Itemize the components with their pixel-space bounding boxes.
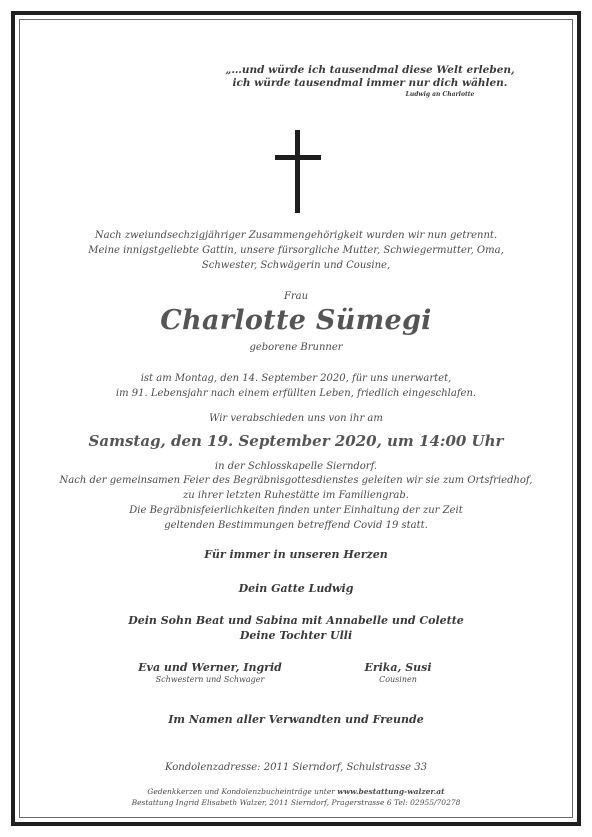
children-line-1: Dein Sohn Beat und Sabina mit Annabelle und Colette [128, 614, 464, 627]
siblings-relation: Schwestern und Schwager [155, 675, 265, 684]
cousins-block [328, 660, 468, 684]
footer-line-1 [0, 787, 592, 797]
intro-line-1: Nach zweiundsechzigjähriger Zusammengehörigkeit wurden wir nun getrennt. [94, 230, 498, 241]
husband-text: Dein Gatte Ludwig [238, 582, 354, 595]
footer-website-link[interactable]: www.bestattung-walzer.at [337, 787, 445, 796]
siblings-names: Eva und Werner, Ingrid [138, 661, 282, 674]
death-notice-line-1: ist am Montag, den 14. September 2020, für uns unerwartet, [140, 373, 452, 384]
ceremony-line-2: Nach der gemeinsamen Feier des Begräbnisgottesdienstes geleiten wir sie zum Ortsfriedhof, [59, 475, 533, 486]
footer-prefix: Gedenkkerzen und Kondolenzbucheinträge unter [147, 787, 335, 796]
quote-author: Ludwig an Charlotte [405, 91, 475, 98]
footer-line-2: Bestattung Ingrid Elisabeth Walzer, 2011 Sierndorf, Pragerstrasse 6 Tel: 02955/70278 [131, 798, 461, 807]
ceremony-line-5: geltenden Bestimmungen betreffend Covid 19 statt. [164, 520, 428, 531]
ceremony-date: Samstag, den 19. September 2020, um 14:00 Uhr [88, 432, 504, 450]
intro-line-3: Schwester, Schwägerin und Cousine, [201, 260, 391, 271]
cousins-relation: Cousinen [379, 675, 417, 684]
birth-name: geborene Brunner [249, 342, 343, 353]
quote-line-2: ich würde tausendmal immer nur dich wählen. [232, 77, 508, 89]
condolence-address: Kondolenzadresse: 2011 Sierndorf, Schulstrasse 33 [165, 762, 427, 773]
siblings-block [110, 660, 310, 684]
death-notice-line-2: im 91. Lebensjahr nach einem erfüllten Leben, friedlich eingeschlafen. [115, 388, 477, 399]
intro-line-2: Meine innigstgeliebte Gattin, unsere fürsorgliche Mutter, Schwiegermutter, Oma, [88, 245, 504, 256]
ceremony-line-3: zu ihrer letzten Ruhestätte im Familiengrab. [183, 490, 409, 501]
cousins-names: Erika, Susi [364, 661, 432, 674]
quote-line-1: „…und würde ich tausendmal diese Welt erleben, [225, 64, 515, 76]
ceremony-line-4: Die Begräbnisfeierlichkeiten finden unter Einhaltung der zur Zeit [129, 505, 463, 516]
forever-text: Für immer in unseren Herzen [204, 548, 388, 561]
children-line-2: Deine Tochter Ulli [239, 629, 353, 642]
name-prefix: Frau [283, 291, 309, 302]
ceremony-line-1: in der Schlosskapelle Sierndorf. [214, 461, 378, 472]
farewell-intro: Wir verabschieden uns von ihr am [209, 413, 383, 424]
relatives-text: Im Namen aller Verwandten und Freunde [168, 713, 424, 726]
deceased-name: Charlotte Sümegi [160, 305, 432, 336]
